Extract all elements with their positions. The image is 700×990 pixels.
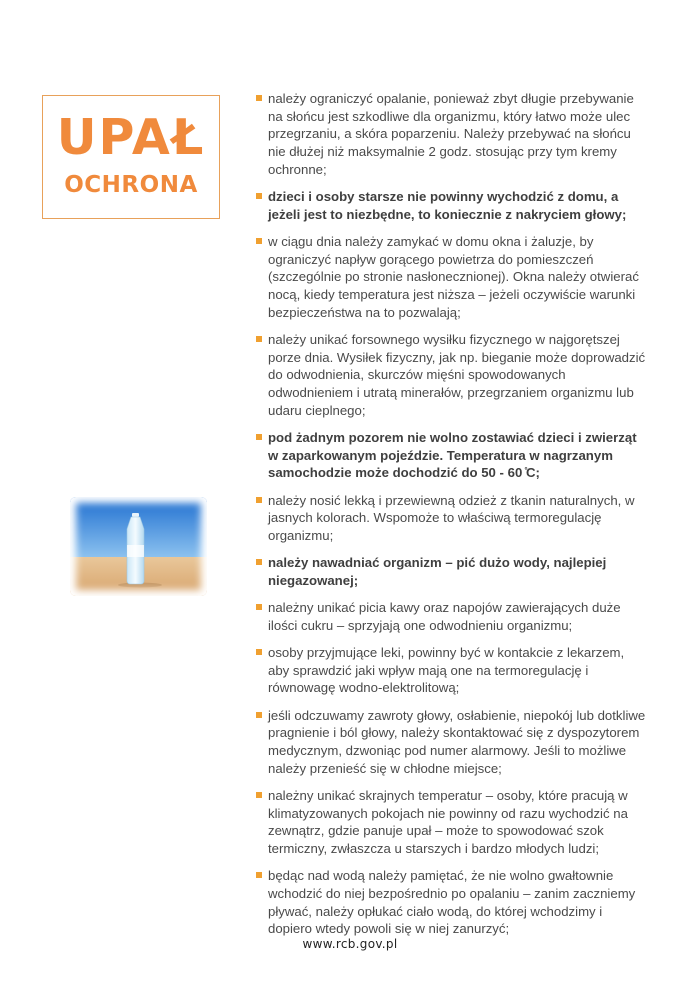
page-title: UPAŁ (56, 109, 206, 166)
list-item (256, 644, 648, 697)
list-item (256, 331, 648, 420)
bullet-square-icon (256, 95, 262, 101)
list-item (256, 707, 648, 778)
list-item-text: należny unikać picia kawy oraz napojów zawierających duże ilości cukru – sprzyjają one odwodnieniu organizmu; (268, 600, 621, 633)
list-item (256, 90, 648, 179)
bullet-square-icon (256, 497, 262, 503)
list-item (256, 867, 648, 938)
list-item-text: należy ograniczyć opalanie, ponieważ zbyt długie przebywanie na słońcu jest szkodliwe dla organizmu, który łatwo może ulec przegrzaniu, a skóra poparzeniu. Należy przebywać na słońcu nie dłużej niż maksymalnie 2 godz. stosując przy tym kremy ochronne; (268, 91, 634, 177)
bullet-square-icon (256, 336, 262, 342)
footer-url[interactable]: www.rcb.gov.pl (302, 937, 398, 951)
list-item (256, 599, 648, 634)
title-box (42, 95, 220, 219)
list-item-text: należy nosić lekką i przewiewną odzież z tkanin naturalnych, w jasnych kolorach. Wspomoże to właściwą termoregulację organizmu; (268, 492, 635, 543)
list-item-text: jeśli odczuwamy zawroty głowy, osłabienie, niepokój lub dotkliwe pragnienie i ból głowy, należy skontaktować się z dyspozytorem medycznym, dzwoniąc pod numer alarmowy. Jeśli to możliwe należy przenieść się w chłodne miejsce; (268, 707, 646, 776)
list-item-text: osoby przyjmujące leki, powinny być w kontakcie z lekarzem, aby sprawdzić jaki wpływ mają one na termoregulację i równowagę wodno-elektrolitową; (268, 644, 625, 696)
list-item-text: należy unikać forsownego wysiłku fizycznego w najgorętszej porze dnia. Wysiłek fizyczny, jak np. bieganie może doprowadzić do odwodnienia, skurczów mięśni spowodowanych odwodnieniem i utratą minerałów, przegrzaniem organizmu lub udaru cieplnego; (268, 331, 646, 418)
list-item-text: w ciągu dnia należy zamykać w domu okna i żaluzje, by ograniczyć napływ gorącego powietrza do pomieszczeń (szczególnie po stronie nasłonecznionej). Okna należy otwierać nocą, kiedy temperatura jest niższa – jeżeli oczywiście warunki bezpieczeństwa na to pozwalają; (268, 233, 639, 320)
list-item (256, 188, 648, 223)
list-item-text: należny unikać skrajnych temperatur – osoby, które pracują w klimatyzowanych pokojach nie powinny od razu wychodzić na zewnątrz, gdzie panuje upał – może to spowodować szok termiczny, zwłaszcza u starszych i bardzo młodych ludzi; (268, 787, 628, 857)
bullet-square-icon (256, 604, 262, 610)
bullet-square-icon (256, 792, 262, 798)
bullet-square-icon (256, 712, 262, 718)
list-item-text: dzieci i osoby starsze nie powinny wychodzić z domu, a jeżeli jest to niezbędne, to koniecznie z nakryciem głowy; (268, 189, 627, 222)
list-item (256, 233, 648, 322)
bullet-square-icon (256, 649, 262, 655)
bullet-square-icon (256, 559, 262, 565)
bullet-square-icon (256, 193, 262, 199)
list-item (256, 492, 648, 545)
bullet-square-icon (256, 238, 262, 244)
page-subtitle: OCHRONA (64, 172, 198, 198)
water-bottle-desert-photo (70, 497, 207, 596)
list-item (256, 787, 648, 858)
list-item (256, 554, 648, 589)
list-item-text: należy nawadniać organizm – pić dużo wody, najlepiej niegazowanej; (268, 555, 607, 588)
bullet-square-icon (256, 872, 262, 878)
list-item-text: będąc nad wodą należy pamiętać, że nie wolno gwałtownie wchodzić do niej bezpośrednio po opalaniu – zanim zaczniemy pływać, należy opłukać ciało wodą, do której wchodzimy i dopiero wtedy powoli się w niej zanurzyć; (268, 868, 636, 937)
list-item-text: pod żadnym pozorem nie wolno zostawiać dzieci i zwierząt w zaparkowanym pojeździe. Temperatura w nagrzanym samochodzie może dochodzić do 50 - 60 ̊C; (268, 429, 637, 481)
list-item (256, 429, 648, 482)
advice-list (256, 90, 648, 948)
bullet-square-icon (256, 434, 262, 440)
